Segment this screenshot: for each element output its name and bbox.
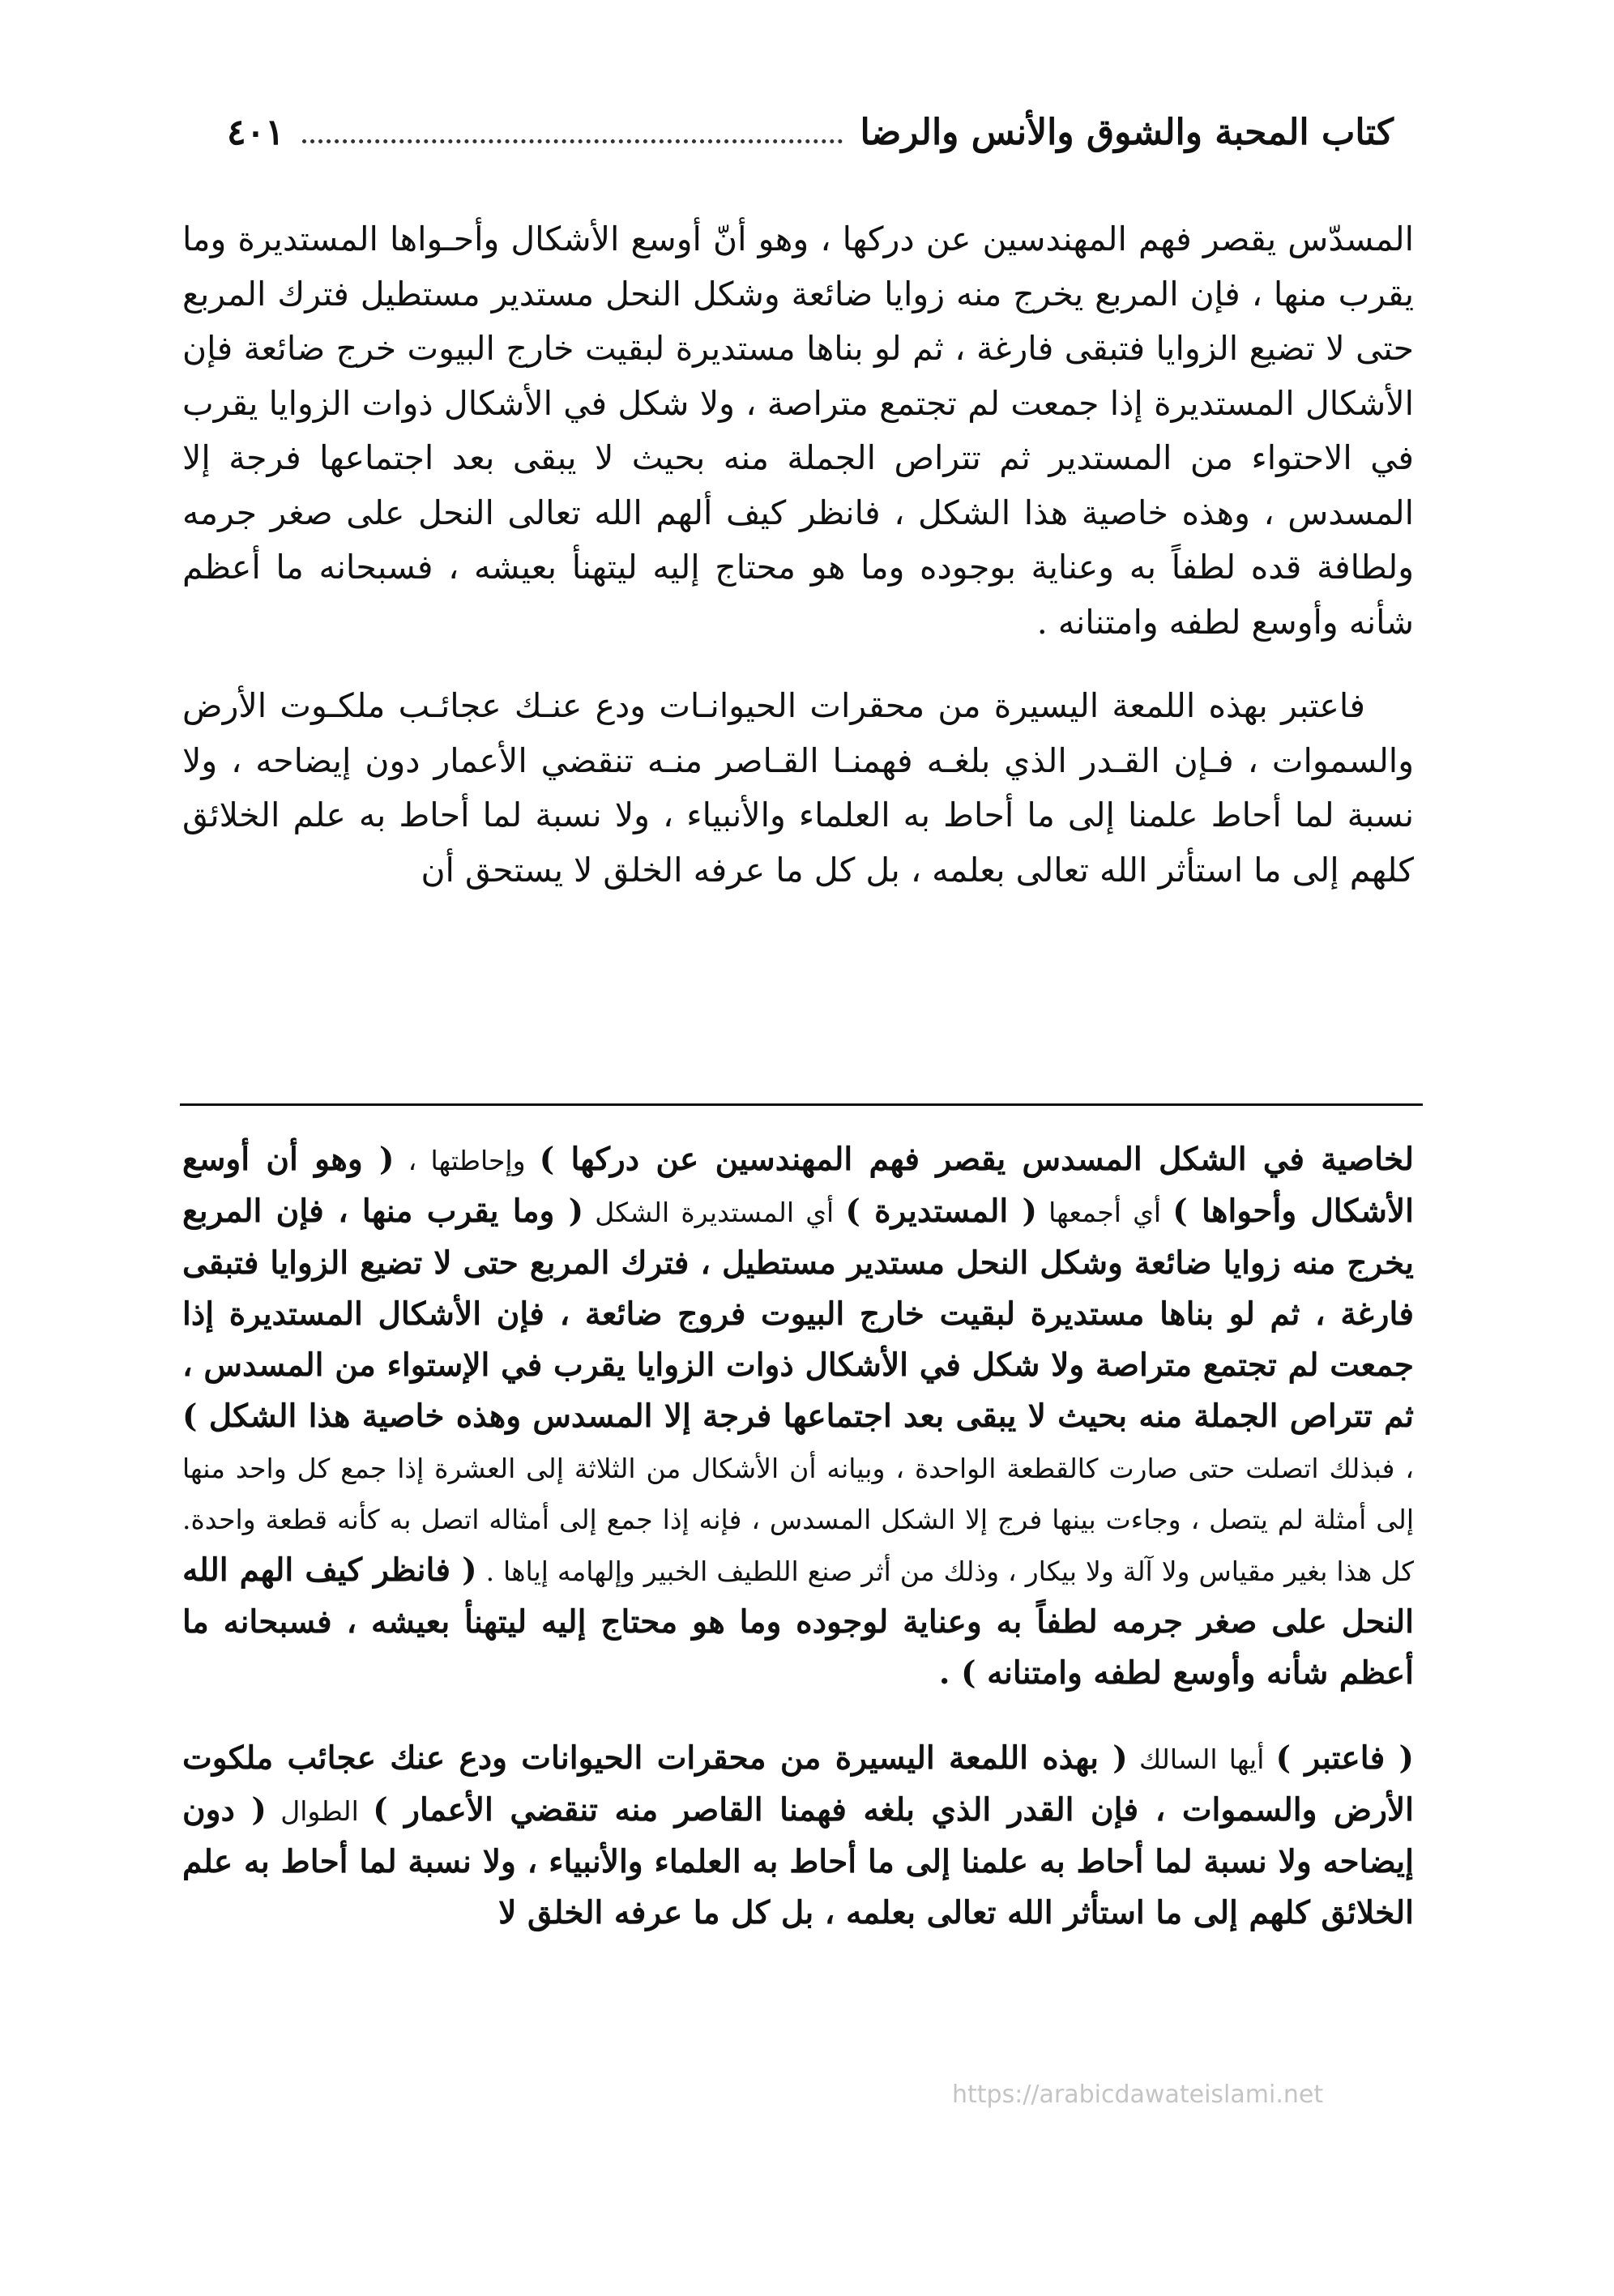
website-watermark: https://arabicdawateislami.net xyxy=(952,2080,1324,2109)
explanation-text: ، فبذلك اتصلت حتى صارت كالقطعة الواحدة ، وبيانه أن الأشكال من الثلاثة إلى العشرة إذا جمع كل واحد منها إلى أمثلة لم يتصل ، وجاءت بينها فرج إلا الشكل المسدس ، فإنه إذا جمع إلى أمثاله اتصل به كأنه قطعة واحدة. كل هذا بغير مقياس ولا آلة ولا بيكار ، وذلك من أثر صنع اللطيف الخبير وإلهامه إياها . xyxy=(182,1453,1414,1587)
quoted-text: ( بهذه اللمعة اليسيرة من محقرات الحيوانات ودع عنك عجائب ملكوت الأرض والسموات ، فإن القدر الذي بلغه فهمنا القاصر منه تنقضي الأعمار ) xyxy=(182,1739,1414,1829)
quoted-text: ( فاعتبر ) xyxy=(1275,1739,1414,1777)
main-paragraph: فاعتبر بهذه اللمعة اليسيرة من محقرات الحيوانـات ودع عنـك عجائـب ملكـوت الأرض والسموات ، فـإن القـدر الذي بلغـه فهمنـا القـاصر منـه تنقضي الأعمار دون إيضاحه ، ولا نسبة لما أحاط علمنا إلى ما أحاط به العلماء والأنبياء ، ولا نسبة لما أحاط به علم الخلائق كلهم إلى ما استأثر الله تعالى بعلمه ، بل كل ما عرفه الخلق لا يستحق أن xyxy=(182,686,1414,890)
explanation-text: أيها السالك xyxy=(1127,1743,1276,1775)
header-leader-dots xyxy=(302,136,843,143)
footnote-separator-line xyxy=(180,1103,1423,1106)
explanation-text: أي أجمعها xyxy=(1036,1197,1173,1228)
quoted-text: ( وما يقرب منها ، فإن المربع يخرج منه زوايا ضائعة وشكل النحل مستدير مستطيل ، فترك المربع حتى لا تضيع الزوايا فتبقى فارغة ، ثم لو بناها مستديرة لبقيت خارج البيوت فروج ضائعة ، فإن الأشكال المستديرة إذا جمعت لم تجتمع متراصة ولا شكل في الأشكال ذوات الزوايا يقرب في الإستواء من المسدس ، ثم تتراص الجملة منه بحيث لا يبقى بعد اجتماعها فرجة إلا المسدس وهذه خاصية هذا الشكل ) xyxy=(182,1193,1414,1435)
quoted-text: ( المستديرة ) xyxy=(845,1193,1037,1230)
main-paragraph: المسدّس يقصر فهم المهندسين عن دركها ، وهو أنّ أوسع الأشكال وأحـواها المستديرة وما يقرب منها ، فإن المربع يخرج منه زوايا ضائعة وشكل النحل مستدير مستطيل فترك المربع حتى لا تضيع الزوايا فتبقى فارغة ، ثم لو بناها مستديرة لبقيت خارج البيوت خرج ضائعة فإن الأشكال المستديرة إذا جمعت لم تجتمع متراصة ، ولا شكل في الأشكال ذوات الزوايا يقرب في الاحتواء من المستدير ثم تتراص الجملة منه بحيث لا يبقى بعد اجتماعها فرجة إلا المسدس ، وهذه خاصية هذا الشكل ، فانظر كيف ألهم الله تعالى النحل على صغر جرمه ولطافة قده لطفاً به وعناية بوجوده وما هو محتاج إليه ليتهنأ بعيشه ، فسبحانه ما أعظم شأنه وأوسع لطفه وامتنانه . xyxy=(182,220,1414,642)
explanation-text: وإحاطتها ، xyxy=(394,1145,540,1176)
explanation-text: الطوال xyxy=(266,1795,374,1827)
explanation-text: أي المستديرة الشكل xyxy=(583,1197,846,1228)
quoted-text: ( وهو أن أوسع الأشكال وأحواها ) xyxy=(182,1141,1414,1230)
quoted-text: ( دون إيضاحه ولا نسبة لما أحاط به علمنا إلى ما أحاط به العلماء والأنبياء ، ولا نسبة لما أحاط به علم الخلائق كلهم إلى ما استأثر الله تعالى بعلمه ، بل كل ما عرفه الخلق لا xyxy=(182,1791,1414,1931)
page-number: ٤٠١ xyxy=(227,111,284,153)
commentary-paragraph xyxy=(182,1134,1414,1699)
commentary-block xyxy=(182,1134,1414,1939)
main-text-block xyxy=(182,212,1414,898)
chapter-title: كتاب المحبة والشوق والأنس والرضا xyxy=(860,111,1394,153)
quoted-text: لخاصية في الشكل المسدس يقصر فهم المهندسين عن دركها ) xyxy=(539,1141,1415,1178)
running-header xyxy=(227,104,1394,160)
quoted-text: ( فانظر كيف الهم الله النحل على صغر جرمه لطفاً به وعناية لوجوده وما هو محتاج إليه ليتهنأ بعيشه ، فسبحانه ما أعظم شأنه وأوسع لطفه وامتنانه ) . xyxy=(182,1551,1414,1692)
commentary-paragraph xyxy=(182,1733,1414,1939)
